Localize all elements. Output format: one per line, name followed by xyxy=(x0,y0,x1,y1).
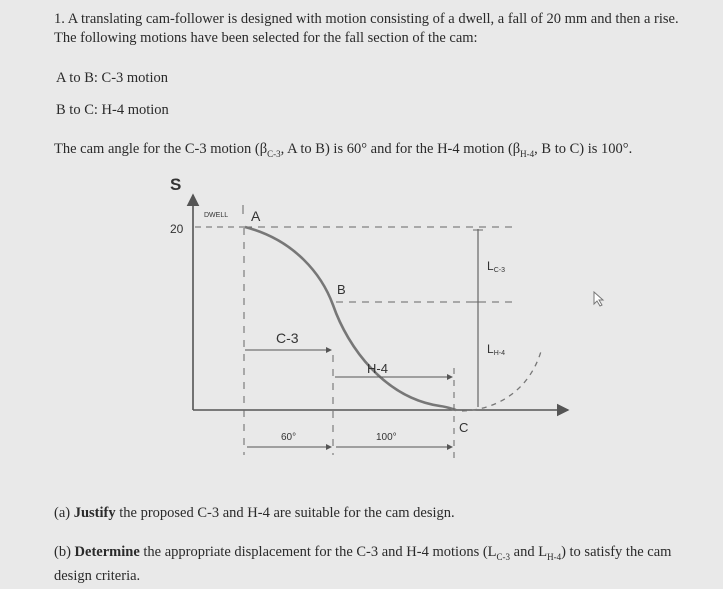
point-b-label: B xyxy=(337,282,346,297)
part-a-number: (a) xyxy=(54,505,74,521)
part-b xyxy=(54,543,694,586)
dwell-label: DWELL xyxy=(204,212,229,219)
angle-text-2: , A to B) is 60° and for the H-4 motion (β xyxy=(280,141,521,157)
part-a-verb: Justify xyxy=(73,505,116,521)
angle-sub-c3: C-3 xyxy=(267,148,281,159)
mouse-cursor-icon xyxy=(592,291,606,307)
part-b-text-3: ) to satisfy the cam design criteria. xyxy=(54,544,672,584)
motion-b-to-c: B to C: H-4 motion xyxy=(56,102,169,118)
point-a-label: A xyxy=(251,208,261,224)
part-b-number: (b) xyxy=(54,544,75,560)
y-value-label: 20 xyxy=(170,222,184,236)
part-b-sub-c3: C-3 xyxy=(496,551,511,562)
angle-text-1: The cam angle for the C-3 motion (β xyxy=(54,141,268,157)
motion-a-to-b: A to B: C-3 motion xyxy=(56,70,168,86)
part-b-sub-h4: H-4 xyxy=(547,551,562,562)
angle-100-label: 100° xyxy=(376,432,397,443)
part-b-text-2: and L xyxy=(510,544,548,560)
angle-text-3: , B to C) is 100°. xyxy=(534,141,633,157)
fall-curve xyxy=(245,227,456,410)
part-b-text-1: the appropriate displacement for the C-3 and H-4 motions (L xyxy=(139,544,497,560)
part-a-text: the proposed C-3 and H-4 are suitable for the cam design. xyxy=(115,505,455,521)
h4-label: H-4 xyxy=(367,361,388,376)
point-c-label: C xyxy=(459,420,469,435)
c3-label: C-3 xyxy=(276,330,299,346)
lh4-label: LH-4 xyxy=(487,342,505,357)
angle-sub-h4: H-4 xyxy=(520,148,535,159)
lc3-label: LC-3 xyxy=(487,259,505,274)
s-axis-label: S xyxy=(170,175,182,194)
angle-60-label: 60° xyxy=(281,432,297,443)
question-intro: 1. A translating cam-follower is designed with motion consisting of a dwell, a fall of 20 mm and then a rise. The following motions have been selected for the fall section of the cam: xyxy=(54,11,679,46)
part-a xyxy=(54,504,455,523)
rise-curve-dashed xyxy=(462,348,542,411)
part-b-verb: Determine xyxy=(74,544,140,560)
